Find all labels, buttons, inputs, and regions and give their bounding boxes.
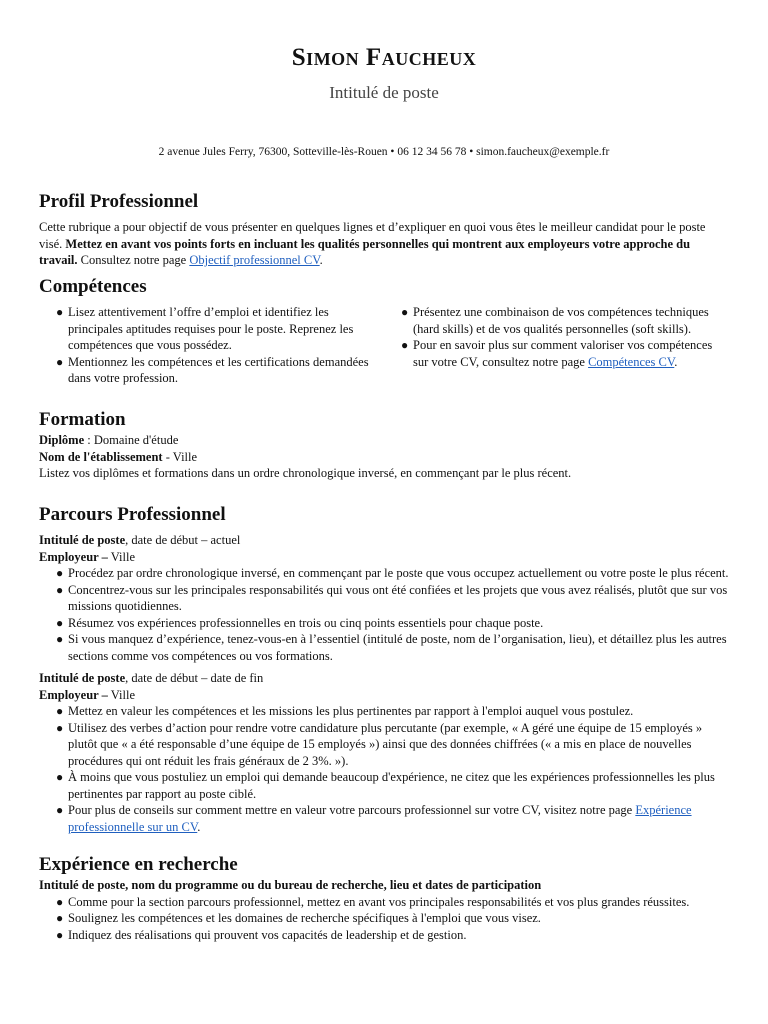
skills-link[interactable]: Compétences CV xyxy=(588,354,675,369)
job-bullet: ● Si vous manquez d’expérience, tenez-vous-en à l’essentiel (intitulé de poste, nom de l’organisation, lieu), et détaillez plus les autres sections comme vos compétences ou vos formations. xyxy=(57,631,729,664)
degree-label: Diplôme xyxy=(39,433,85,447)
skill-item-text: Pour en savoir plus sur comment valoriser vos compétences sur votre CV, consultez notre page xyxy=(413,338,713,369)
education-section xyxy=(39,408,729,482)
school-label: Nom de l'établissement xyxy=(39,449,163,464)
skills-period: . xyxy=(674,354,678,369)
skill-item: ● Mentionnez les compétences et les certifications demandées dans votre profession. xyxy=(57,354,384,387)
job-bullet: ● Résumez vos expériences professionnelles en trois ou cinq points essentiels pour chaque poste. xyxy=(57,615,729,632)
employer-label: Employeur – xyxy=(39,687,108,702)
employer-line xyxy=(39,687,729,704)
job-title-line xyxy=(39,532,729,549)
skills-section xyxy=(39,275,729,387)
skills-heading: Compétences xyxy=(39,276,147,297)
job-bullet: ● Mettez en valeur les compétences et les missions les plus pertinentes par rapport à l'emploi auquel vous postulez. xyxy=(57,703,729,720)
profile-cta: Consultez notre page xyxy=(80,253,187,267)
research-heading: Expérience en recherche xyxy=(39,854,238,875)
contact-line: 2 avenue Jules Ferry, 76300, Sotteville-lès-Rouen • 06 12 34 56 78 • simon.faucheux@exemple.fr xyxy=(158,146,610,158)
job-bullet: ● Concentrez-vous sur les principales responsabilités qui vous ont été confiées et les projets que vous avez réalisés, plutôt que sur vos missions quotidiennes. xyxy=(57,582,729,615)
skills-columns xyxy=(39,304,729,387)
school-line xyxy=(39,449,729,466)
job-entry xyxy=(39,670,729,835)
degree-line xyxy=(39,432,729,449)
profile-bold-text: Mettez en avant vos points forts en incluant les qualités personnelles qui montrent aux employeurs votre approche du travail. xyxy=(39,236,691,267)
job-title: Intitulé de poste xyxy=(329,83,439,102)
profile-link[interactable]: Objectif professionnel CV xyxy=(189,253,320,267)
job-title-line xyxy=(39,670,729,687)
job-dates: , date de début – actuel xyxy=(125,533,241,547)
profile-period: . xyxy=(319,253,323,267)
skill-item: ● Présentez une combinaison de vos compétences techniques (hard skills) et de vos qualités personnelles (soft skills). xyxy=(402,304,729,337)
profile-text xyxy=(39,219,729,269)
education-heading: Formation xyxy=(39,409,126,430)
profile-section xyxy=(39,190,729,269)
experience-heading: Parcours Professionnel xyxy=(39,504,226,525)
experience-link[interactable]: Expérience professionnelle sur un CV xyxy=(68,803,692,834)
job-bullet-text: Pour plus de conseils sur comment mettre en valeur votre parcours professionnel sur votre CV, visitez notre page xyxy=(68,803,633,817)
skills-right-column xyxy=(384,304,729,387)
employer-city: Ville xyxy=(107,549,136,564)
experience-period: . xyxy=(197,819,201,834)
candidate-name: Simon Faucheux xyxy=(291,44,477,71)
experience-section xyxy=(39,503,729,835)
employer-label: Employeur – xyxy=(39,549,108,564)
research-section xyxy=(39,853,729,943)
job-bullet: ● Utilisez des verbes d’action pour rendre votre candidature plus percutante (par exemple, « A géré une équipe de 15 employés » plutôt que « a été responsable d’une équipe de 15 employés ») ainsi que des données chiffrées (« a mis en place de nouvelles procédures qui ont réduit les frais généraux de 2 3%. »). xyxy=(57,720,729,770)
job-title-label: Intitulé de poste xyxy=(39,671,126,685)
job-entry xyxy=(39,532,729,664)
education-note: Listez vos diplômes et formations dans un ordre chronologique inversé, en commençant par le plus récent. xyxy=(39,466,572,480)
job-dates: , date de début – date de fin xyxy=(125,671,264,685)
skill-item xyxy=(402,337,729,370)
research-subheading xyxy=(39,877,729,894)
research-subheading-text: Intitulé de poste, nom du programme ou du bureau de recherche, lieu et dates de participation xyxy=(39,878,542,892)
employer-line xyxy=(39,549,729,566)
profile-heading: Profil Professionnel xyxy=(39,191,199,212)
research-bullet: ● Indiquez des réalisations qui prouvent vos capacités de leadership et de gestion. xyxy=(57,927,729,944)
job-title-label: Intitulé de poste xyxy=(39,533,126,547)
research-bullet: ● Comme pour la section parcours professionnel, mettez en avant vos principales responsabilités et vos plus grandes réussites. xyxy=(57,894,729,911)
skill-item: ● Lisez attentivement l’offre d’emploi et identifiez les principales aptitudes requises pour le poste. Reprenez les compétences que vous possédez. xyxy=(57,304,384,354)
degree-value: : Domaine d'étude xyxy=(84,433,179,447)
job-bullet: ● Procédez par ordre chronologique inversé, en commençant par le poste que vous occupez actuellement ou votre poste le plus récent. xyxy=(57,565,729,582)
research-bullet: ● Soulignez les compétences et les domaines de recherche spécifiques à l'emploi que vous visez. xyxy=(57,910,729,927)
skills-left-column xyxy=(39,304,384,387)
profile-intro: Cette rubrique a pour objectif de vous présenter en quelques lignes et d’expliquer en quoi vous êtes le meilleur candidat pour le poste visé. xyxy=(39,220,706,251)
school-value: - Ville xyxy=(162,449,198,464)
employer-city: Ville xyxy=(107,687,136,702)
job-bullet xyxy=(57,802,729,835)
job-bullet: ● À moins que vous postuliez un emploi qui demande beaucoup d'expérience, ne citez que les expériences professionnelles les plus pertinentes par rapport au poste ciblé. xyxy=(57,769,729,802)
